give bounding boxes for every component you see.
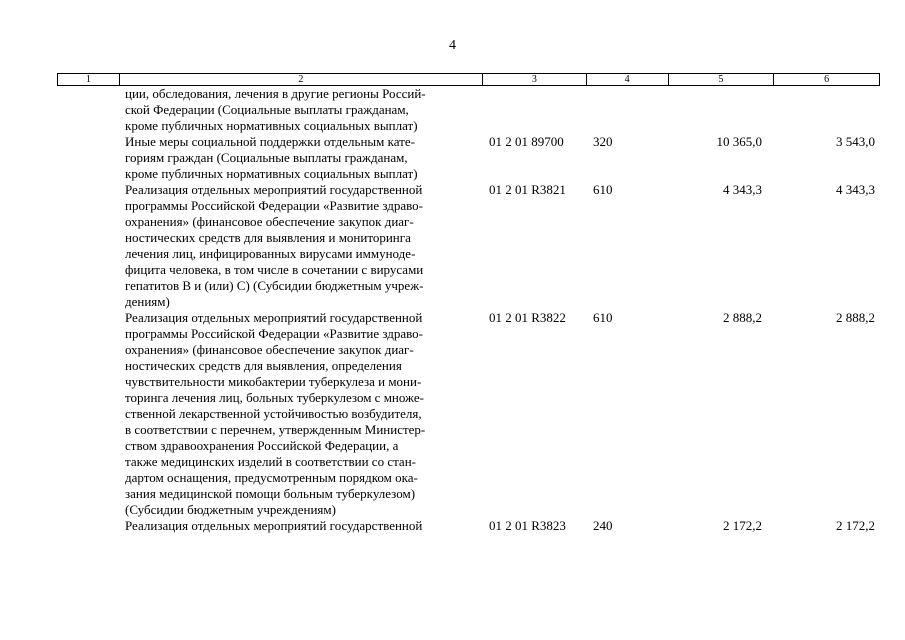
header-col-4: 4 [587,74,669,85]
table-row [57,518,880,534]
row-value-1: 4 343,3 [723,182,762,197]
row-description: ции, обследования, лечения в другие регионы Россий- ской Федерации (Социальные выплаты гражданам, кроме публичных нормативных социальных выплат) [125,86,426,133]
row-code: 01 2 01 R3821 [489,182,566,197]
header-col-2: 2 [120,74,483,85]
row-value-1: 2 888,2 [723,310,762,325]
row-number-cell [57,86,119,134]
row-type: 240 [593,518,613,533]
row-value-2: 2 172,2 [836,518,875,533]
page-number: 4 [449,38,456,53]
table-row [57,182,880,310]
header-col-5: 5 [669,74,775,85]
row-value-2: 4 343,3 [836,182,875,197]
table-header [57,73,880,86]
row-number-cell [57,518,119,534]
table-row [57,86,880,134]
row-type: 610 [593,310,613,325]
row-number-cell [57,134,119,182]
header-col-3: 3 [483,74,587,85]
row-value-2: 3 543,0 [836,134,875,149]
row-value-1: 2 172,2 [723,518,762,533]
row-description: Реализация отдельных мероприятий государственной [125,518,423,533]
table-body [57,86,880,534]
row-type: 610 [593,182,613,197]
row-description: Реализация отдельных мероприятий государственной программы Российской Федерации «Развитие здраво- охранения» (финансовое обеспечение закупок диаг- ностических средств для выявления и мониторинга лечения лиц, инфицированных вирусами иммуноде- фицита человека, в том числе в сочетании с вирусами гепатитов В и (или) С) (Субсидии бюджетным учреж- дениям) [125,182,424,309]
row-value-2 [775,86,880,134]
row-type: 320 [593,134,613,149]
row-number-cell [57,182,119,310]
row-number-cell [57,310,119,518]
table-row [57,310,880,518]
row-code: 01 2 01 R3823 [489,518,566,533]
row-value-1 [669,86,775,134]
row-type [587,86,669,134]
header-col-6: 6 [824,74,830,85]
row-code [483,86,587,134]
row-description: Реализация отдельных мероприятий государственной программы Российской Федерации «Развитие здраво- охранения» (финансовое обеспечение закупок диаг- ностических средств для выявления, определения чувствительности микобактерии туберкулеза и мони- торинга лечения лиц, больных туберкулезом с множе- ственной лекарственной устойчивостью возбудителя, в соответствии с перечнем, утвержденным Министер- ством здравоохранения Российской Федерации, а также медицинских изделий в соответствии со стан- дартом оснащения, предусмотренным порядком ока- зания медицинской помощи больным туберкулезом) (Субсидии бюджетным учреждениям) [125,310,426,517]
row-code: 01 2 01 89700 [489,134,564,149]
row-description: Иные меры социальной поддержки отдельным кате- гориям граждан (Социальные выплаты гражданам, кроме публичных нормативных социальных выплат) [125,134,418,181]
row-value-1: 10 365,0 [716,134,762,149]
row-value-2: 2 888,2 [836,310,875,325]
table-row [57,134,880,182]
header-col-1: 1 [58,74,120,85]
row-code: 01 2 01 R3822 [489,310,566,325]
